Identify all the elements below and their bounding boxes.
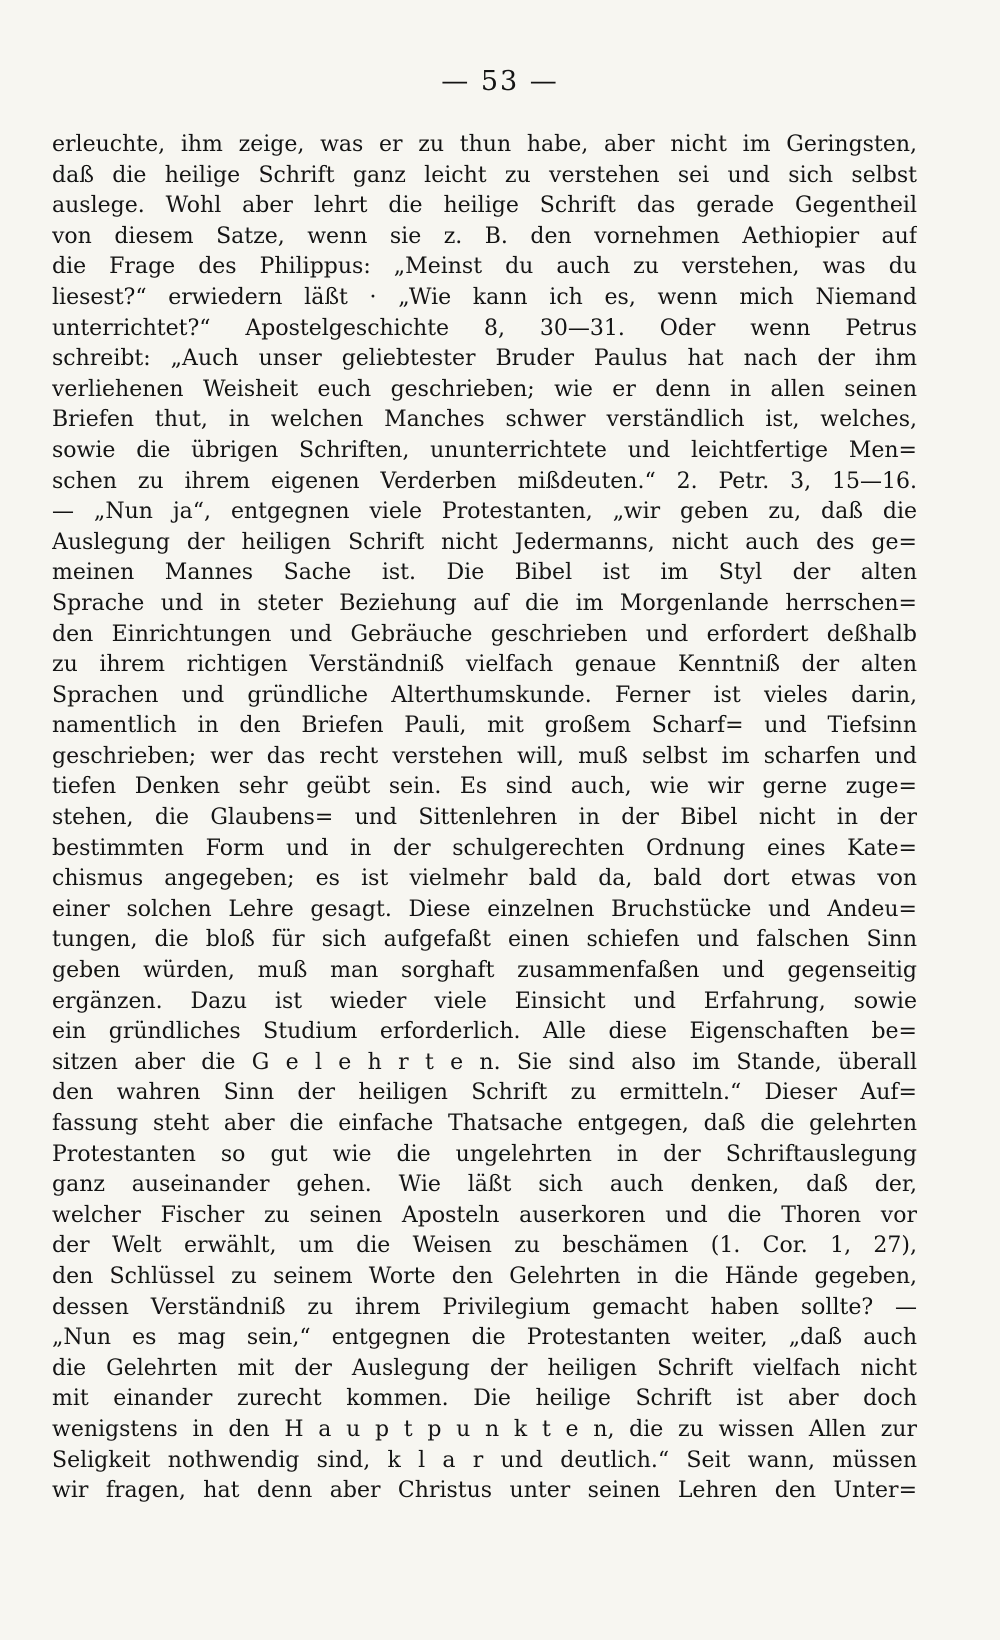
- text-line: geben würden, muß man sorghaft zusammenfaßen und gegenseitig: [52, 958, 917, 984]
- text-line: Auslegung der heiligen Schrift nicht Jedermanns, nicht auch des ge=: [52, 529, 917, 555]
- text-line: schreibt: „Auch unser geliebtester Bruder Paulus hat nach der ihm: [52, 346, 917, 372]
- text-line: die Gelehrten mit der Auslegung der heiligen Schrift vielfach nicht: [52, 1355, 917, 1381]
- text-line: mit einander zurecht kommen. Die heilige Schrift ist aber doch: [52, 1386, 917, 1412]
- text-line: ergänzen. Dazu ist wieder viele Einsicht und Erfahrung, sowie: [52, 988, 917, 1014]
- text-line: schen zu ihrem eigenen Verderben mißdeuten.“ 2. Petr. 3, 15—16.: [52, 468, 917, 494]
- text-line: von diesem Satze, wenn sie z. B. den vornehmen Aethiopier auf: [52, 223, 917, 249]
- page-number: — 53 —: [441, 66, 559, 97]
- text-line: stehen, die Glaubens= und Sittenlehren in der Bibel nicht in der: [52, 805, 917, 831]
- text-line: bestimmten Form und in der schulgerechten Ordnung eines Kate=: [52, 835, 917, 861]
- text-line: wir fragen, hat denn aber Christus unter seinen Lehren den Unter=: [52, 1478, 917, 1504]
- text-line: „Nun es mag sein,“ entgegnen die Protestanten weiter, „daß auch: [52, 1325, 917, 1351]
- text-line: Seligkeit nothwendig sind, k l a r und deutlich.“ Seit wann, müssen: [52, 1447, 917, 1473]
- text-line: wenigstens in den H a u p t p u n k t e n, die zu wissen Allen zur: [52, 1416, 917, 1442]
- text-line: einer solchen Lehre gesagt. Diese einzelnen Bruchstücke und Andeu=: [52, 896, 917, 922]
- text-line: chismus angegeben; es ist vielmehr bald da, bald dort etwas von: [52, 866, 917, 892]
- text-line: den Einrichtungen und Gebräuche geschrieben und erfordert deßhalb: [52, 621, 917, 647]
- text-line: Protestanten so gut wie die ungelehrten in der Schriftauslegung: [52, 1141, 917, 1167]
- text-line: tiefen Denken sehr geübt sein. Es sind auch, wie wir gerne zuge=: [52, 774, 917, 800]
- text-line: meinen Mannes Sache ist. Die Bibel ist im Styl der alten: [52, 560, 917, 586]
- text-line: die Frage des Philippus: „Meinst du auch zu verstehen, was du: [52, 254, 917, 280]
- text-line: Sprache und in steter Beziehung auf die im Morgenlande herrschen=: [52, 590, 917, 616]
- body-text: [52, 130, 917, 1507]
- text-line: geschrieben; wer das recht verstehen will, muß selbst im scharfen und: [52, 743, 917, 769]
- text-line: Sprachen und gründliche Alterthumskunde. Ferner ist vieles darin,: [52, 682, 917, 708]
- text-line: zu ihrem richtigen Verständniß vielfach genaue Kenntniß der alten: [52, 652, 917, 678]
- text-line: liesest?“ erwiedern läßt · „Wie kann ich es, wenn mich Niemand: [52, 284, 917, 310]
- text-line: verliehenen Weisheit euch geschrieben; wie er denn in allen seinen: [52, 376, 917, 402]
- text-line: welcher Fischer zu seinen Aposteln auserkoren und die Thoren vor: [52, 1202, 917, 1228]
- text-line: tungen, die bloß für sich aufgefaßt einen schiefen und falschen Sinn: [52, 927, 917, 953]
- text-line: daß die heilige Schrift ganz leicht zu verstehen sei und sich selbst: [52, 162, 917, 188]
- text-line: den wahren Sinn der heiligen Schrift zu ermitteln.“ Dieser Auf=: [52, 1080, 917, 1106]
- text-line: der Welt erwählt, um die Weisen zu beschämen (1. Cor. 1, 27),: [52, 1233, 917, 1259]
- text-line: — „Nun ja“, entgegnen viele Protestanten, „wir geben zu, daß die: [52, 499, 917, 525]
- text-line: ein gründliches Studium erforderlich. Alle diese Eigenschaften be=: [52, 1019, 917, 1045]
- text-line: namentlich in den Briefen Pauli, mit großem Scharf= und Tiefsinn: [52, 713, 917, 739]
- text-line: sowie die übrigen Schriften, ununterrichtete und leichtfertige Men=: [52, 437, 917, 463]
- text-line: sitzen aber die G e l e h r t e n. Sie sind also im Stande, überall: [52, 1049, 917, 1075]
- text-line: den Schlüssel zu seinem Worte den Gelehrten in die Hände gegeben,: [52, 1263, 917, 1289]
- text-line: unterrichtet?“ Apostelgeschichte 8, 30—31. Oder wenn Petrus: [52, 315, 917, 341]
- text-line: fassung steht aber die einfache Thatsache entgegen, daß die gelehrten: [52, 1111, 917, 1136]
- text-line: auslege. Wohl aber lehrt die heilige Schrift das gerade Gegentheil: [52, 193, 917, 219]
- text-line: ganz auseinander gehen. Wie läßt sich auch denken, daß der,: [52, 1172, 917, 1198]
- text-line: erleuchte, ihm zeige, was er zu thun habe, aber nicht im Geringsten,: [52, 132, 917, 157]
- text-line: dessen Verständniß zu ihrem Privilegium gemacht haben sollte? —: [52, 1294, 917, 1320]
- text-line: Briefen thut, in welchen Manches schwer verständlich ist, welches,: [52, 407, 917, 433]
